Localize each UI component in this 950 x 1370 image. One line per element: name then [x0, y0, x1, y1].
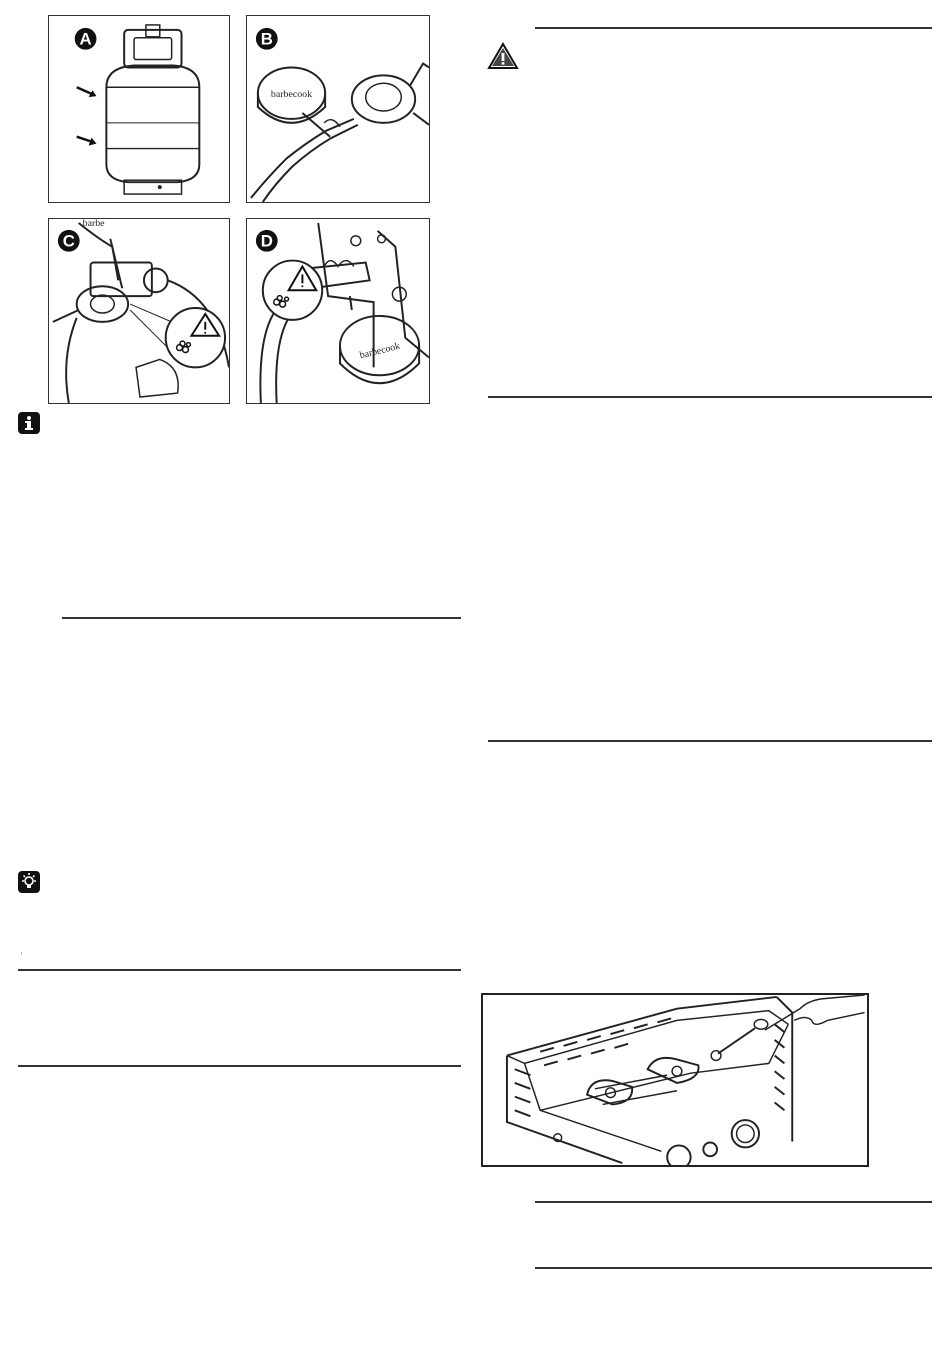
- section-divider-left-2: [18, 969, 461, 971]
- figure-a-badge: A: [79, 29, 92, 49]
- gas-cylinder-illustration: [49, 16, 229, 202]
- figure-c-brand-partial: barbe: [82, 219, 105, 229]
- leak-test-connection-illustration: [247, 219, 429, 403]
- grill-burner-illustration: [483, 995, 867, 1165]
- figure-b-regulator-hose: [246, 15, 430, 203]
- warning-triangle-icon: [487, 42, 519, 70]
- figure-d-leak-test-connection: [246, 218, 430, 404]
- leak-test-valve-illustration: [49, 219, 229, 403]
- regulator-hose-illustration: [247, 16, 429, 202]
- figure-c-leak-test-valve: [48, 218, 230, 404]
- lightbulb-icon: [18, 871, 40, 893]
- figure-b-brand: barbecook: [270, 89, 313, 101]
- section-divider-right-1: [535, 27, 932, 29]
- figure-c-badge: C: [62, 231, 75, 251]
- info-icon: [18, 412, 40, 434]
- figure-d-badge: D: [260, 231, 273, 251]
- section-divider-right-5: [535, 1267, 932, 1269]
- figure-d-brand: barbecook: [358, 340, 402, 362]
- stray-mark: [21, 952, 22, 955]
- figure-a-gas-cylinder: [48, 15, 230, 203]
- section-divider-right-3: [488, 740, 932, 742]
- section-divider-right-4: [535, 1201, 932, 1203]
- section-divider-right-2: [488, 396, 932, 398]
- section-divider-left-1: [62, 617, 461, 619]
- section-divider-left-3: [18, 1065, 461, 1067]
- figure-b-badge: B: [260, 29, 273, 49]
- figure-grill-burner-cleaning: [481, 993, 869, 1167]
